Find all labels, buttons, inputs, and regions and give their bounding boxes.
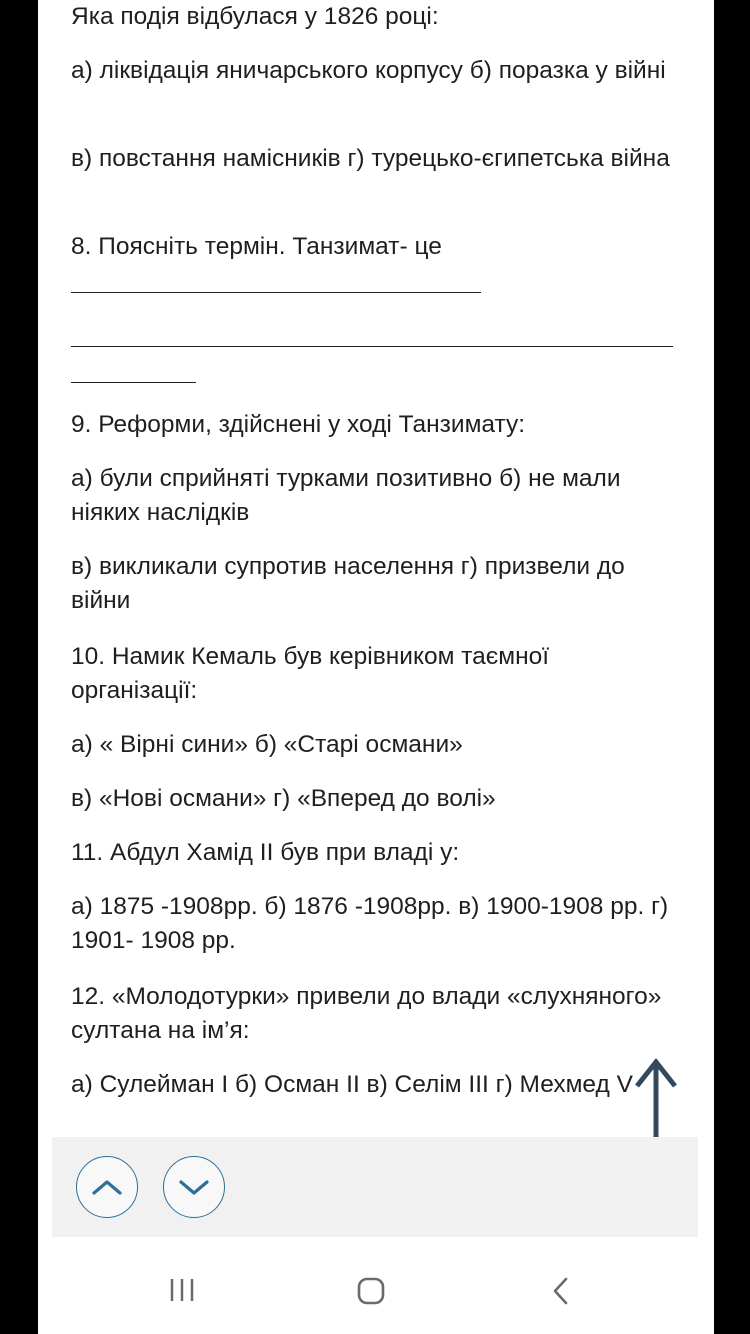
screen (38, 0, 714, 1334)
question-11: 11. Абдул Хамід ІІ був при владі у: (71, 839, 460, 866)
question-9-options-1: а) були сприйняті турками позитивно б) не мали ніяких наслідків (71, 465, 621, 526)
question-7: Яка подія відбулася у 1826 році: (71, 3, 439, 30)
question-12: 12. «Молодотурки» привели до влади «слухняного» султана на ім’я: (71, 983, 662, 1044)
back-button[interactable] (550, 1277, 572, 1310)
question-7-options-1: а) ліквідація яничарського корпусу б) поразка у війні (71, 57, 666, 84)
question-10-options-2: в) «Нові османи» г) «Вперед до волі» (71, 785, 496, 812)
scroll-to-top-button[interactable] (634, 1056, 678, 1140)
home-button[interactable] (356, 1277, 386, 1310)
home-icon (356, 1277, 386, 1305)
question-10-options-1: а) « Вірні сини» б) «Старі османи» (71, 731, 463, 758)
system-navigation-bar (38, 1237, 714, 1334)
question-11-options-1: а) 1875 -1908рр. б) 1876 -1908рр. в) 1900-1908 рр. г) 1901- 1908 рр. (71, 893, 669, 954)
up-arrow-icon (634, 1056, 678, 1140)
question-7-options-2: в) повстання намісників г) турецько-єгипетська війна (71, 145, 670, 172)
recents-icon (168, 1277, 196, 1303)
question-9: 9. Реформи, здійснені у ході Танзимату: (71, 411, 526, 438)
answer-blank-line-2 (71, 346, 673, 347)
question-9-options-2: в) викликали супротив населення г) призвели до війни (71, 553, 625, 614)
recents-button[interactable] (168, 1277, 196, 1308)
question-12-options-1: а) Сулейман І б) Осман ІІ в) Селім ІІІ г) Мехмед V (71, 1071, 633, 1098)
left-bezel (0, 0, 38, 1334)
page-nav-toolbar (52, 1137, 698, 1237)
question-10: 10. Намик Кемаль був керівником таємної організації: (71, 643, 550, 704)
previous-button[interactable] (76, 1156, 138, 1218)
chevron-down-icon (177, 1177, 211, 1197)
chevron-up-icon (90, 1177, 124, 1197)
document-card (52, 0, 698, 1137)
question-8: 8. Поясніть термін. Танзимат- це (71, 233, 442, 260)
back-icon (550, 1277, 572, 1305)
answer-blank-line-1 (71, 292, 481, 293)
answer-blank-line-3 (71, 382, 196, 383)
right-bezel (714, 0, 750, 1334)
next-button[interactable] (163, 1156, 225, 1218)
